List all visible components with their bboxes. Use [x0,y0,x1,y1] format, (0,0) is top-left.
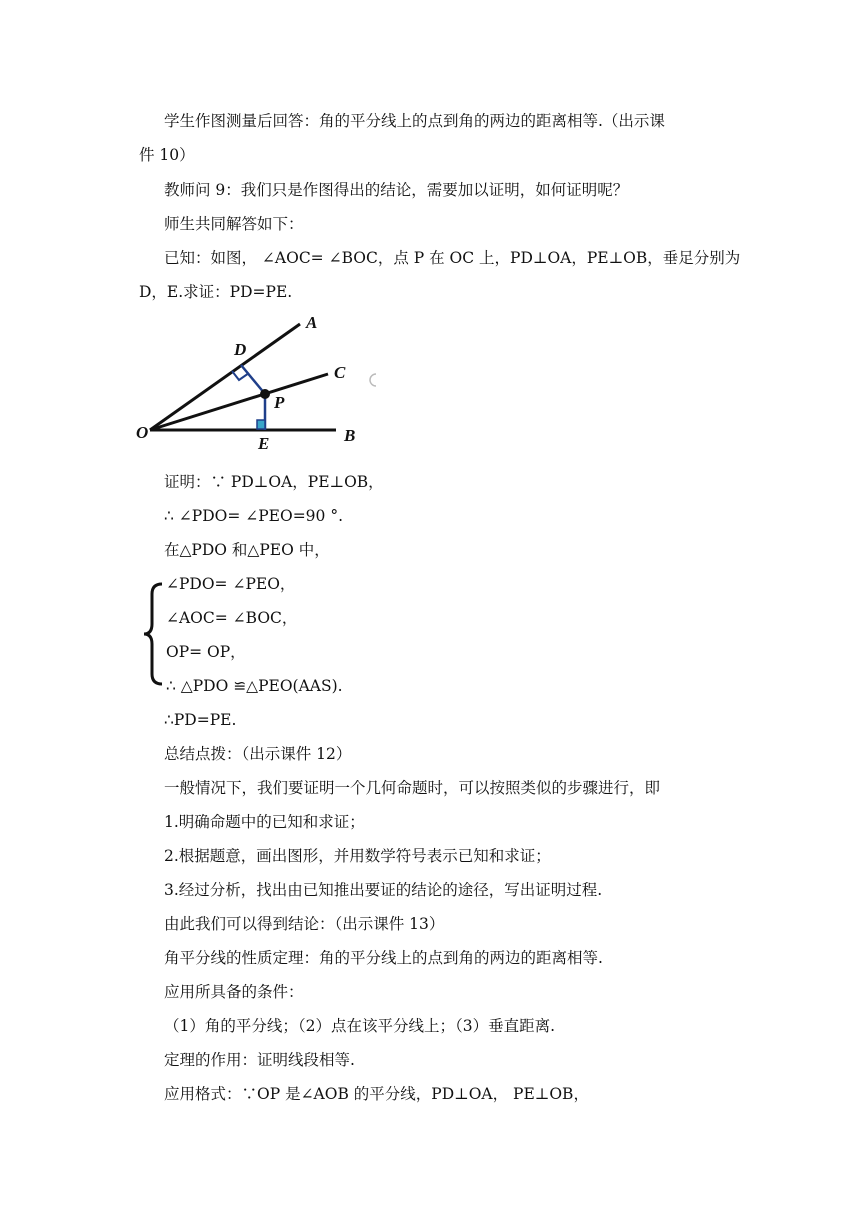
text-line: 教师问 9：我们只是作图得出的结论，需要加以证明，如何证明呢？ [164,181,629,199]
text-line: 一般情况下，我们要证明一个几何命题时，可以按照类似的步骤进行，即 [164,779,661,797]
text-line: 应用格式：∵OP 是∠AOB 的平分线，PD⊥OA， PE⊥OB， [164,1085,589,1103]
text-line: ∴ △PDO ≌△PEO(AAS). [166,677,343,695]
label-p: P [274,393,285,412]
text-line: ∠PDO= ∠PEO， [166,575,296,593]
text-line: 件 10） [139,146,195,164]
text-line: 由此我们可以得到结论：（出示课件 13） [164,915,445,933]
curly-brace [140,580,166,688]
label-o: O [136,423,149,442]
right-angle-mark-e [257,420,265,429]
text-line: 在△PDO 和△PEO 中， [164,541,330,559]
segment-pd [241,365,265,394]
ray-oa [150,324,300,430]
text-line: 2.根据题意，画出图形，并用数学符号表示已知和求证； [164,847,551,865]
text-line: 角平分线的性质定理：角的平分线上的点到角的两边的距离相等. [164,949,603,967]
point-p [260,389,270,399]
text-line: ∴PD=PE. [164,711,237,729]
text-line: 1.明确命题中的已知和求证； [164,813,365,831]
text-line: 证明：∵ PD⊥OA，PE⊥OB， [164,473,384,491]
text-line: 总结点拨：（出示课件 12） [164,745,352,763]
text-line: 3.经过分析，找出由已知推出要证的结论的途径，写出证明过程. [164,881,603,899]
text-line: （1）角的平分线；（2）点在该平分线上；（3）垂直距离. [164,1017,556,1035]
text-line: 师生共同解答如下： [164,215,304,233]
text-line: ∠AOC= ∠BOC， [166,609,298,627]
label-e: E [258,434,270,453]
text-line: 已知：如图， ∠AOC= ∠BOC，点 P 在 OC 上，PD⊥OA，PE⊥OB，垂足分别为 [164,249,741,267]
geometry-figure [128,308,388,458]
ray-oc [150,374,328,430]
label-d: D [234,340,247,359]
text-line: ∴ ∠PDO= ∠PEO=90 °. [164,507,344,525]
label-a: A [306,313,318,332]
label-c: C [334,363,346,382]
label-b: B [344,426,356,445]
text-line: 应用所具备的条件： [164,983,304,1001]
text-line: D，E.求证：PD=PE. [139,283,293,301]
stray-mark [370,374,376,386]
text-line: 定理的作用：证明线段相等. [164,1051,355,1069]
text-line: 学生作图测量后回答：角的平分线上的点到角的两边的距离相等.（出示课 [164,112,665,130]
text-line: OP= OP， [166,643,246,661]
